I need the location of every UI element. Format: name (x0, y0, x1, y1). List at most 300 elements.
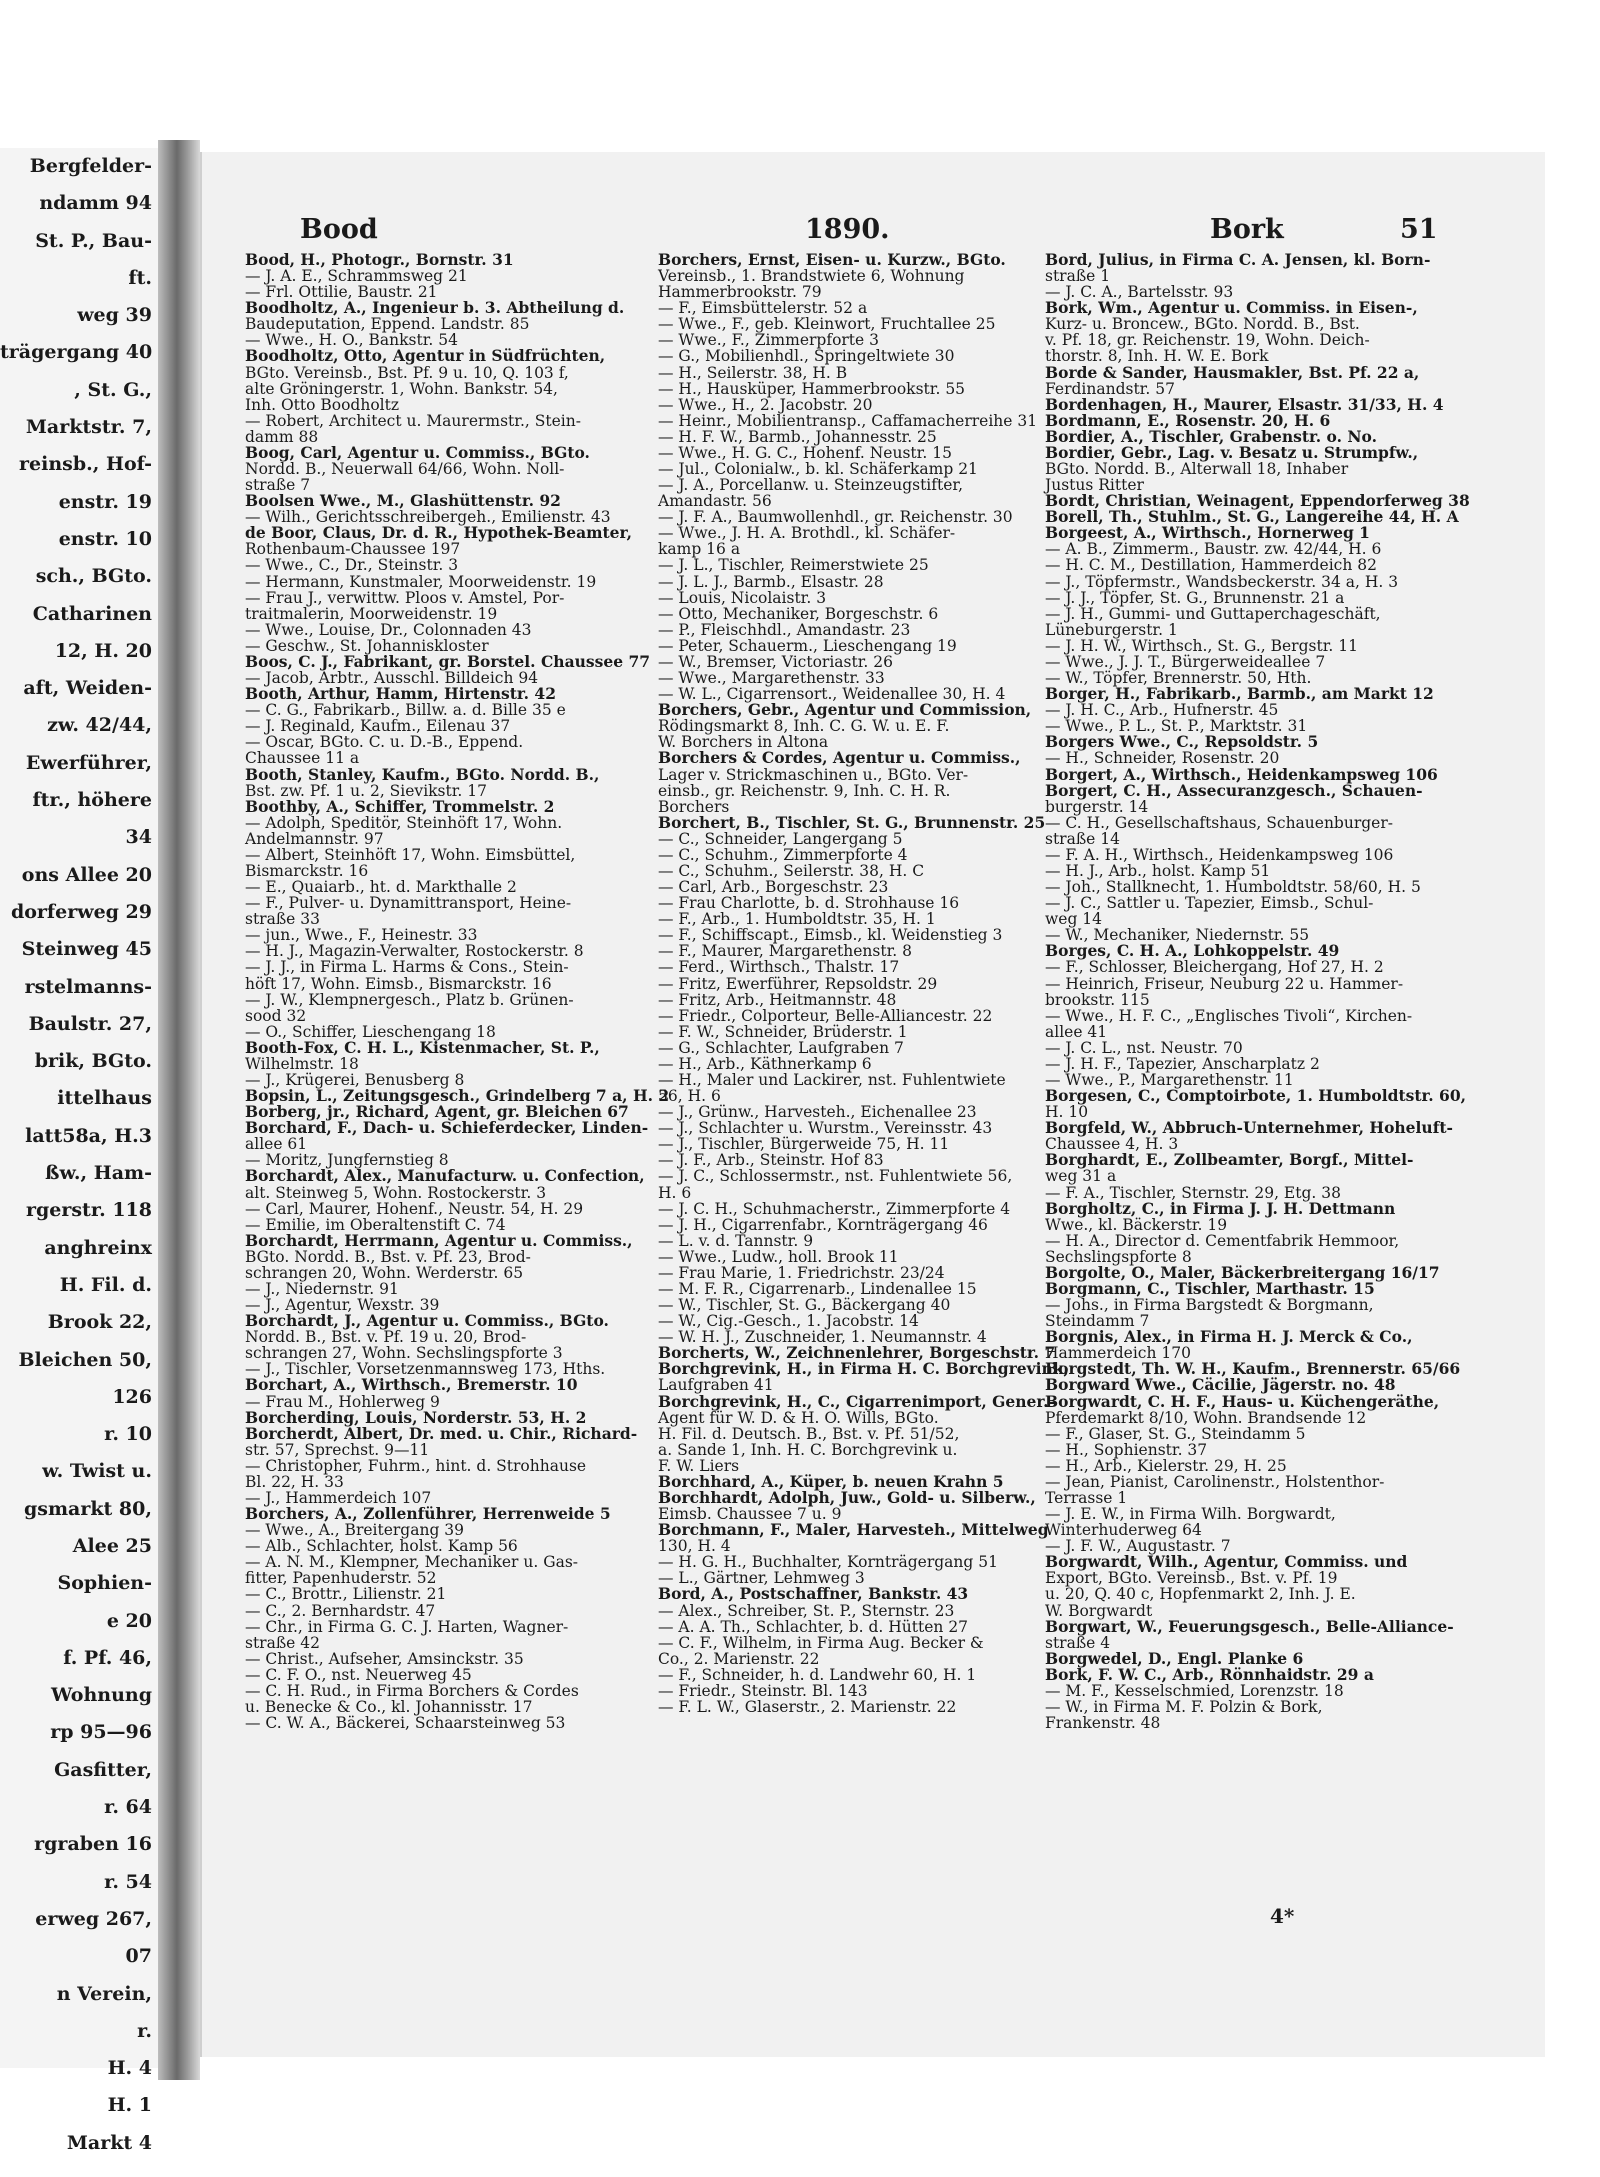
directory-entry-line: allee 41 (1045, 1022, 1108, 1041)
directory-entry-line: — J. L. J., Barmb., Elsastr. 28 (658, 572, 884, 591)
directory-entry-line: Borchert, B., Tischler, St. G., Brunnenstr. 25 (658, 812, 1046, 832)
directory-entry-line: Borgert, C. H., Assecuranzgesch., Schauen- (1045, 780, 1423, 800)
directory-entry-line: — Frl. Ottilie, Baustr. 21 (245, 283, 438, 302)
directory-entry-line: — J., Tischler, Bürgerweide 75, H. 11 (658, 1135, 950, 1154)
directory-entry-line: — C., Brottr., Lilienstr. 21 (245, 1585, 447, 1604)
directory-entry-line: Borgolte, O., Maler, Bäckerbreitergang 16/17 (1045, 1262, 1440, 1282)
directory-entry-line: — Wwe., Louise, Dr., Colonnaden 43 (245, 620, 532, 639)
facing-page-line: Baulstr. 27, (28, 1012, 152, 1035)
directory-entry-line: — J. E. W., in Firma Wilh. Borgwardt, (1045, 1505, 1336, 1524)
directory-entry-line: Borgers Wwe., C., Repsoldstr. 5 (1045, 732, 1319, 752)
directory-entry-line: Borchers (658, 797, 730, 816)
directory-entry-line: Vereinsb., 1. Brandstwiete 6, Wohnung (658, 267, 965, 286)
directory-entry-line: — J., Grünw., Harvesteh., Eichenallee 23 (658, 1103, 977, 1122)
directory-entry-line: Eimsb. Chaussee 7 u. 9 (658, 1505, 842, 1524)
facing-page-line: rgraben 16 (34, 1833, 152, 1856)
facing-page-line: Markt 4 (66, 2131, 152, 2154)
directory-entry-line: W. Borchers in Altona (658, 733, 829, 752)
directory-entry-line: Borchers, Gebr., Agentur und Commission, (658, 700, 1032, 720)
signature-mark: 4* (1270, 1904, 1295, 1928)
directory-entry-line: BGto. Nordd. B., Alterwall 18, Inhaber (1045, 460, 1349, 479)
directory-entry-line: — J. F., Arb., Steinstr. Hof 83 (658, 1151, 884, 1170)
directory-entry-line: — J. H., Cigarrenfabr., Kornträgergang 46 (658, 1215, 988, 1234)
directory-entry-line: — Wwe., P. L., St. P., Marktstr. 31 (1045, 717, 1308, 736)
directory-entry-line: a. Sande 1, Inh. H. C. Borchgrevink u. (658, 1440, 958, 1459)
directory-entry-line: — F., Schlosser, Bleichergang, Hof 27, H. 2 (1045, 958, 1384, 977)
directory-entry-line: Chaussee 4, H. 3 (1045, 1135, 1179, 1154)
directory-entry-line: höft 17, Wohn. Eimsb., Bismarckstr. 16 (245, 974, 552, 993)
directory-entry-line: — W., Tischler, St. G., Bäckergang 40 (658, 1296, 951, 1315)
directory-entry-line: — Wwe., F., geb. Kleinwort, Fruchtallee 25 (658, 315, 996, 334)
facing-page-line: r. 10 (104, 1423, 152, 1446)
directory-entry-line: Co., 2. Marienstr. 22 (658, 1649, 820, 1668)
directory-entry-line: sood 32 (245, 1006, 307, 1025)
directory-entry-line: — J., Krügerei, Benusberg 8 (245, 1070, 465, 1089)
directory-entry-line: — J., Hammerdeich 107 (245, 1489, 432, 1508)
directory-entry-line: — J. C. L., nst. Neustr. 70 (1045, 1038, 1243, 1057)
directory-entry-line: traitmalerin, Moorweidenstr. 19 (245, 604, 498, 623)
directory-entry-line: Borchgrevink, H., C., Cigarrenimport, Gener.- (658, 1391, 1055, 1411)
facing-page-line: weg 39 (77, 304, 152, 327)
directory-entry-line: Inh. Otto Boodholtz (245, 395, 400, 414)
directory-entry-line: Kurz- u. Broncew., BGto. Nordd. B., Bst. (1045, 315, 1360, 334)
directory-entry-line: — J. A., Porcellanw. u. Steinzeugstifter, (658, 476, 964, 495)
facing-page-line: r. 64 (104, 1796, 152, 1819)
directory-entry-line: straße 14 (1045, 829, 1121, 848)
directory-entry-line: — O., Schiffer, Lieschengang 18 (245, 1022, 496, 1041)
directory-entry-line: Agent für W. D. & H. O. Wills, BGto. (658, 1408, 939, 1427)
directory-entry-line: — W., Töpfer, Brennerstr. 50, Hth. (1045, 669, 1312, 688)
directory-entry-line: Steindamm 7 (1045, 1312, 1150, 1331)
directory-entry-line: — J., Töpfermstr., Wandsbeckerstr. 34 a, H. 3 (1045, 572, 1399, 591)
directory-entry-line: BGto. Vereinsb., Bst. Pf. 9 u. 10, Q. 103 f, (245, 363, 569, 382)
directory-entry-line: — C., 2. Bernhardstr. 47 (245, 1601, 436, 1620)
directory-entry-line: — C., Schuhm., Zimmerpforte 4 (658, 845, 908, 864)
directory-entry-line: — C. F. O., nst. Neuerweg 45 (245, 1665, 472, 1684)
directory-entry-line: — Wwe., H. O., Bankstr. 54 (245, 331, 459, 350)
directory-entry-line: Borgeest, A., Wirthsch., Hornerweg 1 (1045, 523, 1370, 543)
directory-entry-line: Wwe., kl. Bäckerstr. 19 (1045, 1215, 1228, 1234)
directory-entry-line: allee 61 (245, 1135, 308, 1154)
directory-entry-line: Nordd. B., Neuerwall 64/66, Wohn. Noll- (245, 460, 565, 479)
directory-entry-line: Lüneburgerstr. 1 (1045, 620, 1178, 639)
directory-entry-line: Borges, C. H. A., Lohkoppelstr. 49 (1045, 941, 1340, 961)
directory-entry-line: Sechslingspforte 8 (1045, 1247, 1192, 1266)
facing-page-line: Brook 22, (47, 1311, 152, 1334)
header-year: 1890. (805, 214, 890, 245)
column-3 (1045, 250, 1470, 1733)
directory-entry-line: Borchhardt, Adolph, Juw., Gold- u. Silberw., (658, 1488, 1036, 1508)
directory-entry-line: — J., Niedernstr. 91 (245, 1280, 399, 1298)
directory-entry-line: — Wwe., P., Margarethenstr. 11 (1045, 1070, 1294, 1089)
directory-entry-line: Borchart, A., Wirthsch., Bremerstr. 10 (245, 1375, 578, 1395)
facing-page-line: dorferweg 29 (10, 900, 152, 923)
facing-page-line: rp 95—96 (50, 1721, 152, 1744)
page-number: 51 (1400, 214, 1438, 245)
directory-entry-line: weg 31 a (1045, 1167, 1117, 1186)
directory-entry-line: — J. Reginald, Kaufm., Eilenau 37 (245, 717, 511, 736)
directory-entry-line: Laufgraben 41 (658, 1376, 774, 1395)
directory-entry-line: — J. H., Gummi- und Guttaperchageschäft, (1045, 604, 1381, 623)
directory-entry-line: burgerstr. 14 (1045, 797, 1149, 816)
directory-entry-line: — Wwe., Margarethenstr. 33 (658, 669, 885, 688)
directory-entry-line: — Heinrich, Friseur, Neuburg 22 u. Hammer- (1045, 974, 1404, 993)
facing-page-line: r. 54 (104, 1870, 152, 1893)
directory-entry-line: — H., Hausküper, Hammerbrookstr. 55 (658, 379, 966, 398)
directory-entry-line: BGto. Nordd. B., Bst. v. Pf. 23, Brod- (245, 1247, 531, 1266)
directory-entry-line: — Hermann, Kunstmaler, Moorweidenstr. 19 (245, 572, 597, 591)
directory-entry-line: straße 1 (1045, 267, 1111, 286)
directory-entry-line: — W., Mechaniker, Niedernstr. 55 (1045, 926, 1310, 945)
directory-entry-line: Boog, Carl, Agentur u. Commiss., BGto. (245, 442, 590, 462)
facing-page-line: ittelhaus (57, 1087, 152, 1110)
column-1 (245, 250, 670, 1733)
directory-entry-line: — Christ., Aufseher, Amsinckstr. 35 (245, 1649, 524, 1668)
directory-entry-line: Chaussee 11 a (245, 749, 360, 768)
directory-entry-line: — J. H. F., Tapezier, Anscharplatz 2 (1045, 1054, 1320, 1073)
facing-page-line: ftr., höhere (32, 789, 152, 812)
directory-entry-line: — Fritz, Ewerführer, Repsoldstr. 29 (658, 974, 938, 993)
facing-page-line: St. P., Bau- (35, 229, 152, 252)
directory-entry-line: — jun., Wwe., F., Heinestr. 33 (245, 926, 478, 945)
facing-page-line: rstelmanns- (24, 975, 152, 998)
directory-entry-line: Booth, Arthur, Hamm, Hirtenstr. 42 (245, 684, 556, 704)
directory-entry-line: — C. H., Gesellschaftshaus, Schauenburger- (1045, 813, 1393, 832)
directory-entry-line: — C. G., Fabrikarb., Billw. a. d. Bille 35 e (245, 701, 566, 720)
facing-page-line: rgerstr. 118 (25, 1199, 152, 1222)
facing-page-line: e 20 (106, 1609, 152, 1632)
directory-entry-line: — Joh., Stallknecht, 1. Humboldtstr. 58/60, H. 5 (1045, 878, 1421, 897)
directory-entry-line: — H., Sophienstr. 37 (1045, 1440, 1208, 1459)
directory-entry-line: — F. W., Schneider, Brüderstr. 1 (658, 1022, 908, 1041)
directory-entry-line: — C. W. A., Bäckerei, Schaarsteinweg 53 (245, 1714, 566, 1733)
directory-entry-line: — Oscar, BGto. C. u. D.-B., Eppend. (245, 733, 524, 752)
directory-entry-line: Borcherdt, Albert, Dr. med. u. Chir., Richard- (245, 1423, 638, 1443)
directory-entry-line: u. Benecke & Co., kl. Johannisstr. 17 (245, 1698, 533, 1717)
directory-entry-line: Pferdemarkt 8/10, Wohn. Brandsende 12 (1045, 1408, 1367, 1427)
directory-entry-line: schrangen 27, Wohn. Sechslingspforte 3 (245, 1344, 563, 1363)
directory-entry-line: — Wwe., Ludw., holl. Brook 11 (658, 1247, 899, 1266)
directory-entry-line: Frankenstr. 48 (1045, 1714, 1161, 1733)
directory-entry-line: Borchers & Cordes, Agentur u. Commiss., (658, 748, 1021, 768)
directory-entry-line: F. W. Liers (658, 1456, 740, 1475)
directory-entry-line: — C., Schuhm., Seilerstr. 38, H. C (658, 861, 925, 880)
facing-page-line: ft. (128, 266, 152, 289)
directory-entry-line: — J., Tischler, Vorsetzenmannsweg 173, Hths. (245, 1360, 606, 1379)
directory-entry-line: — H., Maler und Lackirer, nst. Fuhlentwiete (658, 1070, 1006, 1089)
directory-entry-line: Borell, Th., Stuhlm., St. G., Langereihe 44, H. A (1045, 507, 1459, 527)
directory-entry-line: Borgesen, C., Comptoirbote, 1. Humboldtstr. 60, (1045, 1086, 1467, 1106)
facing-page-line: Bergfelder- (29, 155, 152, 177)
directory-entry-line: — M. F., Kesselschmied, Lorenzstr. 18 (1045, 1681, 1344, 1700)
directory-entry-line: Hammerbrookstr. 79 (658, 283, 822, 302)
directory-entry-line: — Wilh., Gerichtsschreibergeh., Emilienstr. 43 (245, 508, 611, 527)
directory-entry-line: — W. L., Cigarrensort., Weidenallee 30, H. 4 (658, 685, 1006, 704)
directory-entry-line: — J., Agentur, Wexstr. 39 (245, 1296, 440, 1315)
directory-entry-line: — Wwe., C., Dr., Steinstr. 3 (245, 556, 459, 575)
facing-page-line: Sophien- (57, 1572, 152, 1595)
facing-page-line: H. 4 (107, 2057, 152, 2080)
directory-entry-line: — W. H. J., Zuschneider, 1. Neumannstr. 4 (658, 1328, 987, 1347)
directory-entry-line: Rödingsmarkt 8, Inh. C. G. W. u. E. F. (658, 717, 950, 736)
facing-page-line: 34 (125, 826, 152, 849)
directory-entry-line: — Ferd., Wirthsch., Thalstr. 17 (658, 958, 900, 977)
directory-entry-line: Borgnis, Alex., in Firma H. J. Merck & Co., (1045, 1327, 1413, 1347)
directory-entry-line: Bood, H., Photogr., Bornstr. 31 (245, 250, 514, 269)
facing-page-line: Wohnung (50, 1684, 152, 1707)
facing-page-line: Ewerführer, (25, 751, 152, 774)
directory-entry-line: Terrasse 1 (1045, 1489, 1128, 1508)
directory-entry-line: — F. A. H., Wirthsch., Heidenkampsweg 106 (1045, 845, 1394, 864)
facing-page-line: 12, H. 20 (54, 639, 152, 662)
directory-entry-line: — Frau J., verwittw. Ploos v. Amstel, Por- (245, 588, 565, 607)
facing-page-line: , St. G., (74, 378, 152, 401)
directory-entry-line: Amandastr. 56 (658, 492, 772, 511)
directory-entry-line: H. Fil. d. Deutsch. B., Bst. v. Pf. 51/52, (658, 1424, 960, 1443)
facing-page-line: Marktstr. 7, (25, 416, 152, 439)
directory-entry-line: Wilhelmstr. 18 (245, 1054, 359, 1073)
directory-entry-line: — F., Glaser, St. G., Steindamm 5 (1045, 1424, 1306, 1443)
facing-page-line: erweg 267, (35, 1907, 152, 1930)
directory-entry-line: Export, BGto. Vereinsb., Bst. v. Pf. 19 (1045, 1569, 1338, 1588)
directory-entry-line: — F. A., Tischler, Sternstr. 29, Etg. 38 (1045, 1183, 1341, 1202)
directory-entry-line: — P., Fleischhdl., Amandastr. 23 (658, 620, 911, 639)
directory-entry-line: Borgwardt, Wilh., Agentur, Commiss. und (1045, 1552, 1408, 1572)
directory-entry-line: — Friedr., Steinstr. Bl. 143 (658, 1681, 868, 1700)
directory-entry-line: — Wwe., F., Zimmerpforte 3 (658, 331, 879, 350)
directory-entry-line: Borde & Sander, Hausmakler, Bst. Pf. 22 a, (1045, 362, 1420, 382)
facing-page-line: reinsb., Hof- (19, 453, 152, 476)
facing-page-line: w. Twist u. (42, 1460, 152, 1483)
directory-entry-line: — J. J., Töpfer, St. G., Brunnenstr. 21 a (1045, 588, 1345, 607)
directory-entry-line: — J. H. C., Arb., Hufnerstr. 45 (1045, 701, 1279, 720)
facing-page-line: gsmarkt 80, (23, 1497, 152, 1520)
directory-entry-line: thorstr. 8, Inh. H. W. E. Bork (1045, 347, 1269, 366)
facing-page-line: latt58a, H.3 (25, 1124, 152, 1147)
directory-entry-line: Bopsin, L., Zeitungsgesch., Grindelberg 7 a, H. 2 (245, 1086, 670, 1106)
directory-entry-line: Borchmann, F., Maler, Harvesteh., Mittelweg (658, 1520, 1049, 1540)
directory-entry-line: Bordenhagen, H., Maurer, Elsastr. 31/33, H. 4 (1045, 394, 1444, 414)
directory-entry-line: — Emilie, im Oberaltenstift C. 74 (245, 1215, 506, 1234)
facing-page-line: r. (137, 2019, 152, 2042)
directory-entry-line: — H., Schneider, Rosenstr. 20 (1045, 749, 1280, 768)
header-left-catchword: Bood (300, 214, 378, 245)
directory-entry-line: — J. L., Tischler, Reimerstwiete 25 (658, 556, 929, 575)
directory-entry-line: Bl. 22, H. 33 (245, 1472, 344, 1491)
directory-entry-line: Bordmann, E., Rosenstr. 20, H. 6 (1045, 410, 1331, 430)
directory-entry-line: — Adolph, Speditör, Steinhöft 17, Wohn. (245, 813, 563, 832)
facing-page-line: brik, BGto. (34, 1050, 152, 1073)
directory-entry-line: — Frau Charlotte, b. d. Strohhause 16 (658, 894, 960, 913)
directory-entry-line: Booth, Stanley, Kaufm., BGto. Nordd. B., (245, 764, 600, 784)
directory-entry-line: Borchardt, Herrmann, Agentur u. Commiss., (245, 1230, 633, 1250)
directory-entry-line: Borgert, A., Wirthsch., Heidenkampsweg 106 (1045, 764, 1438, 784)
facing-page-line: f. Pf. 46, (63, 1646, 152, 1669)
directory-entry-line: 56, H. 6 (658, 1087, 721, 1106)
directory-entry-line: Justus Ritter (1045, 476, 1144, 495)
directory-entry-line: — J. C. H., Schuhmacherstr., Zimmerpforte 4 (658, 1199, 1011, 1218)
directory-entry-line: Bork, F. W. C., Arb., Rönnhaidstr. 29 a (1045, 1664, 1374, 1684)
directory-entry-line: fitter, Papenhuderstr. 52 (245, 1569, 437, 1588)
directory-entry-line: — F., Eimsbüttelerstr. 52 a (658, 299, 868, 318)
directory-entry-line: — Johs., in Firma Bargstedt & Borgmann, (1045, 1296, 1374, 1315)
directory-entry-line: — J. H. W., Wirthsch., St. G., Bergstr. 11 (1045, 636, 1358, 655)
directory-entry-line: Borchardt, Alex., Manufacturw. u. Confection, (245, 1166, 645, 1186)
directory-entry-line: Boothby, A., Schiffer, Trommelstr. 2 (245, 796, 555, 816)
directory-entry-line: — Wwe., H. F. C., „Englisches Tivoli“, Kirchen- (1045, 1006, 1413, 1025)
directory-entry-line: Bismarckstr. 16 (245, 861, 369, 880)
facing-page-line: Steinweg 45 (21, 938, 152, 961)
directory-entry-line: — Friedr., Colporteur, Belle-Alliancestr. 22 (658, 1006, 993, 1025)
facing-page-line: aft, Weiden- (23, 677, 152, 700)
directory-entry-line: — A. N. M., Klempner, Mechaniker u. Gas- (245, 1553, 579, 1572)
directory-entry-line: — J. C., Sattler u. Tapezier, Eimsb., Schul- (1045, 894, 1374, 913)
directory-entry-line: — G., Schlachter, Laufgraben 7 (658, 1038, 904, 1057)
directory-entry-line: — H. A., Director d. Cementfabrik Hemmoor, (1045, 1231, 1400, 1250)
facing-page-line: ndamm 94 (39, 192, 152, 215)
facing-page-line: ons Allee 20 (21, 863, 152, 886)
directory-entry-line: Borgstedt, Th. W. H., Kaufm., Brennerstr. 65/66 (1045, 1359, 1461, 1379)
book-gutter (158, 140, 200, 2080)
directory-entry-line: straße 42 (245, 1633, 321, 1652)
facing-page-line: zw. 42/44, (47, 714, 152, 737)
directory-entry-line: — C. F., Wilhelm, in Firma Aug. Becker & (658, 1633, 984, 1652)
directory-entry-line: — Jul., Colonialw., b. kl. Schäferkamp 21 (658, 460, 978, 479)
facing-page-line: sch., BGto. (35, 565, 152, 588)
directory-entry-line: — Moritz, Jungfernstieg 8 (245, 1151, 449, 1170)
directory-entry-line: alte Gröningerstr. 1, Wohn. Bankstr. 54, (245, 379, 558, 398)
directory-entry-line: Borgmann, C., Tischler, Marthastr. 15 (1045, 1279, 1375, 1298)
facing-page-line: anghreinx (44, 1236, 152, 1259)
directory-entry-line: — Jacob, Arbtr., Ausschl. Billdeich 94 (245, 669, 539, 688)
directory-entry-line: H. 6 (658, 1183, 692, 1202)
directory-entry-line: — Albert, Steinhöft 17, Wohn. Eimsbüttel, (245, 845, 576, 864)
directory-entry-line: Bork, Wm., Agentur u. Commiss. in Eisen-, (1045, 298, 1418, 318)
directory-entry-line: Bordier, A., Tischler, Grabenstr. o. No. (1045, 426, 1378, 446)
directory-entry-line: weg 14 (1045, 910, 1103, 929)
facing-page-line: H. 1 (107, 2094, 152, 2117)
directory-entry-line: Boodholtz, Otto, Agentur in Südfrüchten, (245, 346, 606, 366)
directory-entry-line: de Boor, Claus, Dr. d. R., Hypothek-Beamter, (245, 523, 632, 543)
directory-entry-line: straße 4 (1045, 1633, 1111, 1652)
directory-entry-line: — Christopher, Fuhrm., hint. d. Strohhause (245, 1456, 587, 1475)
directory-entry-line: — Fritz, Arb., Heitmannstr. 48 (658, 990, 897, 1009)
directory-entry-line: Bst. zw. Pf. 1 u. 2, Sievikstr. 17 (245, 781, 488, 800)
directory-entry-line: — H. J., Arb., holst. Kamp 51 (1045, 861, 1271, 880)
directory-entry-line: Borger, H., Fabrikarb., Barmb., am Markt 12 (1045, 684, 1434, 704)
directory-entry-line: — F., Schneider, h. d. Landwehr 60, H. 1 (658, 1665, 977, 1684)
directory-entry-line: Boos, C. J., Fabrikant, gr. Borstel. Chaussee 77 (245, 651, 651, 671)
facing-page-line: H. Fil. d. (59, 1273, 152, 1296)
facing-page-line: Alee 25 (72, 1534, 152, 1557)
directory-entry-line: Borcherts, W., Zeichnenlehrer, Borgeschstr. 7 (658, 1343, 1056, 1363)
directory-entry-line: — Wwe., J. H. A. Brothdl., kl. Schäfer- (658, 524, 956, 543)
directory-entry-line: Baudeputation, Eppend. Landstr. 85 (245, 315, 530, 334)
directory-entry-line: — F., Arb., 1. Humboldtstr. 35, H. 1 (658, 910, 936, 929)
directory-entry-line: Winterhuderweg 64 (1045, 1521, 1202, 1540)
directory-entry-line: — G., Mobilienhdl., Springeltwiete 30 (658, 347, 955, 366)
directory-entry-line: Borgwedel, D., Engl. Planke 6 (1045, 1648, 1304, 1668)
directory-entry-line: — Frau Marie, 1. Friedrichstr. 23/24 (658, 1263, 945, 1282)
directory-entry-line: — A. A. Th., Schlachter, b. d. Hütten 27 (658, 1617, 969, 1636)
directory-entry-line: W. Borgwardt (1045, 1601, 1153, 1620)
directory-entry-line: — Heinr., Mobilientransp., Caffamacherreihe 31 (658, 411, 1038, 430)
directory-entry-line: — A. B., Zimmerm., Baustr. zw. 42/44, H. 6 (1045, 540, 1382, 559)
directory-entry-line: — Wwe., H. G. C., Hohenf. Neustr. 15 (658, 443, 952, 462)
directory-entry-line: — H. G. H., Buchhalter, Kornträgergang 51 (658, 1553, 998, 1572)
directory-entry-line: Booth-Fox, C. H. L., Kistenmacher, St. P., (245, 1037, 600, 1057)
directory-entry-line: — H., Seilerstr. 38, H. B (658, 363, 848, 382)
directory-entry-line: Ferdinandstr. 57 (1045, 379, 1175, 398)
directory-entry-line: Borchgrevink, H., in Firma H. C. Borchgrevink, (658, 1359, 1069, 1379)
directory-entry-line: 130, H. 4 (658, 1537, 731, 1556)
directory-entry-line: H. 10 (1045, 1103, 1089, 1122)
directory-entry-line: v. Pf. 18, gr. Reichenstr. 19, Wohn. Deich- (1045, 331, 1370, 350)
directory-entry-line: — H., Arb., Käthnerkamp 6 (658, 1054, 872, 1073)
directory-entry-line: — Wwe., J. J. T., Bürgerweideallee 7 (1045, 652, 1326, 671)
directory-entry-line: Borgwart, W., Feuerungsgesch., Belle-Alliance- (1045, 1616, 1454, 1636)
directory-entry-line: — E., Quaiarb., ht. d. Markthalle 2 (245, 878, 517, 897)
facing-page-line: 07 (125, 1945, 152, 1968)
directory-entry-line: straße 33 (245, 910, 321, 929)
directory-entry-line: — Alb., Schlachter, holst. Kamp 56 (245, 1537, 518, 1556)
directory-entry-line: Borghardt, E., Zollbeamter, Borgf., Mittel- (1045, 1150, 1414, 1170)
directory-entry-line: Lager v. Strickmaschinen u., BGto. Ver- (658, 765, 969, 784)
directory-entry-line: alt. Steinweg 5, Wohn. Rostockerstr. 3 (245, 1183, 547, 1202)
directory-entry-line: — W., Cig.-Gesch., 1. Jacobstr. 14 (658, 1312, 919, 1331)
directory-entry-line: — Chr., in Firma G. C. J. Harten, Wagner- (245, 1617, 569, 1636)
directory-entry-line: — C. H. Rud., in Firma Borchers & Cordes (245, 1681, 579, 1700)
facing-page-line: enstr. 19 (58, 490, 152, 513)
directory-entry-line: Borgward Wwe., Cäcilie, Jägerstr. no. 48 (1045, 1375, 1396, 1395)
directory-entry-line: — L. v. d. Tannstr. 9 (658, 1231, 814, 1250)
directory-entry-line: — W., in Firma M. F. Polzin & Bork, (1045, 1698, 1323, 1717)
directory-entry-line: schrangen 20, Wohn. Werderstr. 65 (245, 1263, 524, 1282)
directory-entry-line: Bordt, Christian, Weinagent, Eppendorferweg 38 (1045, 491, 1470, 511)
directory-entry-line: — C., Schneider, Langergang 5 (658, 829, 903, 848)
facing-page-line: Bleichen 50, (18, 1348, 152, 1371)
directory-entry-line: — H. C. M., Destillation, Hammerdeich 82 (1045, 556, 1377, 575)
facing-page-line: Gasfitter, (54, 1758, 152, 1781)
directory-entry-line: Borcherding, Louis, Norderstr. 53, H. 2 (245, 1407, 587, 1427)
facing-page-line: 126 (112, 1385, 152, 1408)
directory-entry-line: — J. W., Klempnergesch., Platz b. Grünen- (245, 990, 574, 1009)
page-header (200, 214, 1545, 254)
directory-entry-line: Rothenbaum-Chaussee 197 (245, 540, 461, 559)
directory-entry-line: Borgholtz, C., in Firma J. J. H. Dettmann (1045, 1198, 1396, 1218)
facing-page-line: Catharinen (32, 602, 152, 625)
directory-entry-line: brookstr. 115 (1045, 990, 1150, 1009)
directory-entry-line: — Jean, Pianist, Carolinenstr., Holstenthor- (1045, 1472, 1385, 1491)
directory-entry-line: straße 7 (245, 476, 311, 495)
directory-entry-line: Andelmannstr. 97 (245, 829, 384, 848)
directory-entry-line: Borchhard, A., Küper, b. neuen Krahn 5 (658, 1471, 1004, 1491)
directory-entry-line: — J. F. W., Augustastr. 7 (1045, 1537, 1231, 1556)
directory-entry-line: Borgwardt, C. H. F., Haus- u. Küchengeräthe, (1045, 1391, 1440, 1411)
directory-entry-line: Borchers, A., Zollenführer, Herrenweide 5 (245, 1504, 611, 1524)
directory-entry-line: — F., Pulver- u. Dynamittransport, Heine- (245, 894, 572, 913)
directory-entry-line: Borchers, Ernst, Eisen- u. Kurzw., BGto. (658, 250, 1006, 269)
directory-entry-line: Boodholtz, A., Ingenieur b. 3. Abtheilung d. (245, 298, 625, 318)
directory-entry-line: — Wwe., H., 2. Jacobstr. 20 (658, 395, 873, 414)
facing-page-strip (0, 148, 158, 2154)
directory-entry-line: — H. F. W., Barmb., Johannesstr. 25 (658, 427, 937, 446)
directory-entry-line: str. 57, Sprechst. 9—11 (245, 1440, 430, 1459)
directory-entry-line: Bord, A., Postschaffner, Bankstr. 43 (658, 1584, 969, 1604)
directory-entry-line: Borchard, F., Dach- u. Schieferdecker, Linden- (245, 1118, 649, 1138)
facing-page-line: trägergang 40 (0, 341, 153, 364)
directory-entry-line: — Alex., Schreiber, St. P., Sternstr. 23 (658, 1601, 955, 1620)
